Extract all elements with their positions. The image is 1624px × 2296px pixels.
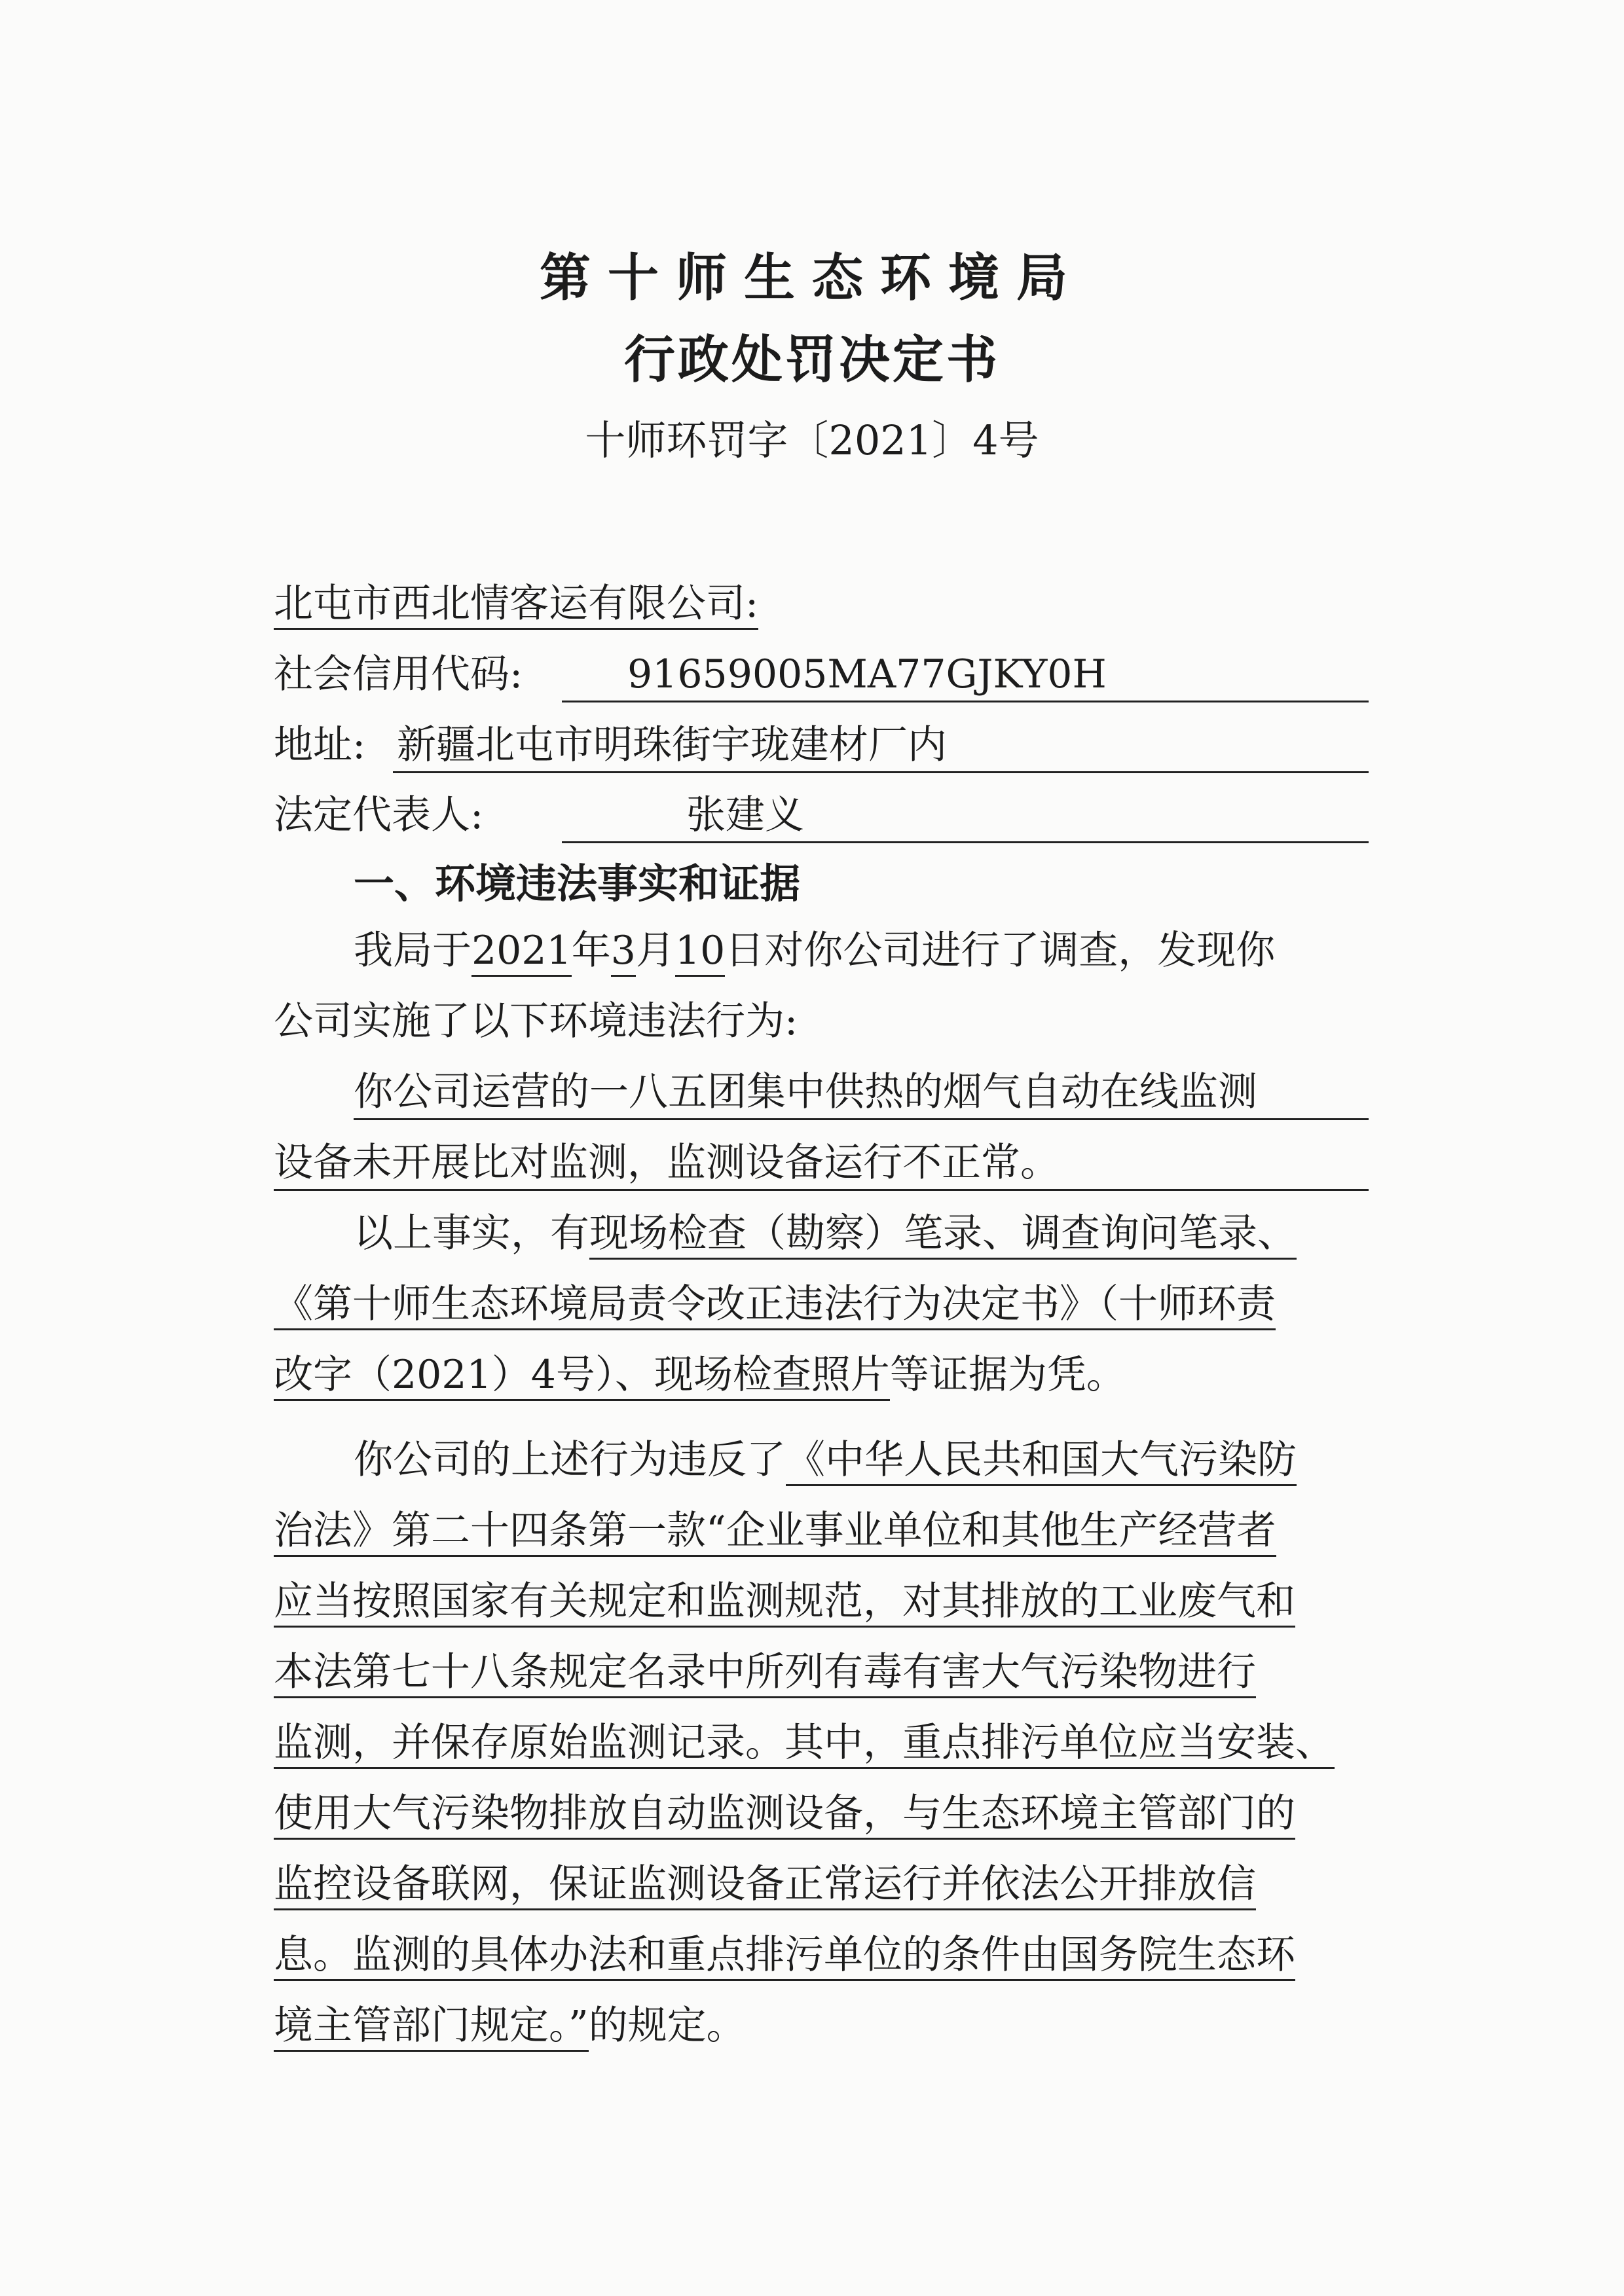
party-name: 北屯市西北情客运有限公司: xyxy=(274,577,758,630)
document-title: 行政处罚决定书 xyxy=(623,330,1000,390)
evidence-sentence: 以上事实，有现场检查（勘察）笔录、调查询问笔录、 xyxy=(354,1207,1297,1260)
law-citation-line: 息。监测的具体办法和重点排污单位的条件由国务院生态环 xyxy=(274,1929,1295,1981)
address-label: 地址: xyxy=(274,722,366,768)
legal-representative-label: 法定代表人: xyxy=(274,792,484,838)
investigation-year: 2021 xyxy=(471,928,572,977)
law-citation-line: 应当按照国家有关规定和监测规范，对其排放的工业废气和 xyxy=(274,1575,1295,1628)
evidence-list: 《第十师生态环境局责令改正违法行为决定书》（十师环责 xyxy=(274,1278,1276,1330)
evidence-sentence: 改字（2021）4号）、现场检查照片等证据为凭。 xyxy=(274,1349,1126,1401)
document-number: 十师环罚字〔2021〕4号 xyxy=(585,416,1039,464)
issuing-authority: 第十师生态环境局 xyxy=(539,248,1084,308)
law-citation-line: 本法第七十八条规定名录中所列有毒有害大气污染物进行 xyxy=(274,1646,1256,1698)
credit-code-value: 91659005MA77GJKY0H xyxy=(562,648,1369,702)
law-citation: 《中华人民共和国大气污染防 xyxy=(786,1437,1297,1486)
evidence-list: 现场检查（勘察）笔录、调查询问笔录、 xyxy=(589,1211,1297,1260)
section-heading-violation-facts: 一、环境违法事实和证据 xyxy=(354,860,801,907)
law-citation-line: 境主管部门规定。”的规定。 xyxy=(274,1999,746,2052)
address-value: 新疆北屯市明珠街宇珑建材厂内 xyxy=(393,719,1369,773)
credit-code-label: 社会信用代码: xyxy=(274,651,523,697)
violation-fact-line: 设备未开展比对监测，监测设备运行不正常。 xyxy=(274,1137,1369,1191)
law-citation-line: 治法》第二十四条第一款“企业事业单位和其他生产经营者 xyxy=(274,1504,1276,1557)
law-citation-line: 使用大气污染物排放自动监测设备，与生态环境主管部门的 xyxy=(274,1787,1295,1840)
investigation-day: 10 xyxy=(675,928,725,977)
law-citation-line: 监测，并保存原始监测记录。其中，重点排污单位应当安装、 xyxy=(274,1717,1335,1769)
violation-fact-line: 你公司运营的一八五团集中供热的烟气自动在线监测 xyxy=(354,1066,1369,1120)
investigation-sentence: 我局于2021年3月10日对你公司进行了调查，发现你 xyxy=(354,924,1275,977)
paragraph-line: 公司实施了以下环境违法行为: xyxy=(274,998,798,1044)
legal-representative-value: 张建义 xyxy=(562,789,1369,843)
law-violation-sentence: 你公司的上述行为违反了《中华人民共和国大气污染防 xyxy=(354,1434,1297,1486)
law-citation-line: 监控设备联网，保证监测设备正常运行并依法公开排放信 xyxy=(274,1858,1256,1910)
evidence-list: 改字（2021）4号）、现场检查照片 xyxy=(274,1352,890,1401)
investigation-month: 3 xyxy=(611,928,636,977)
